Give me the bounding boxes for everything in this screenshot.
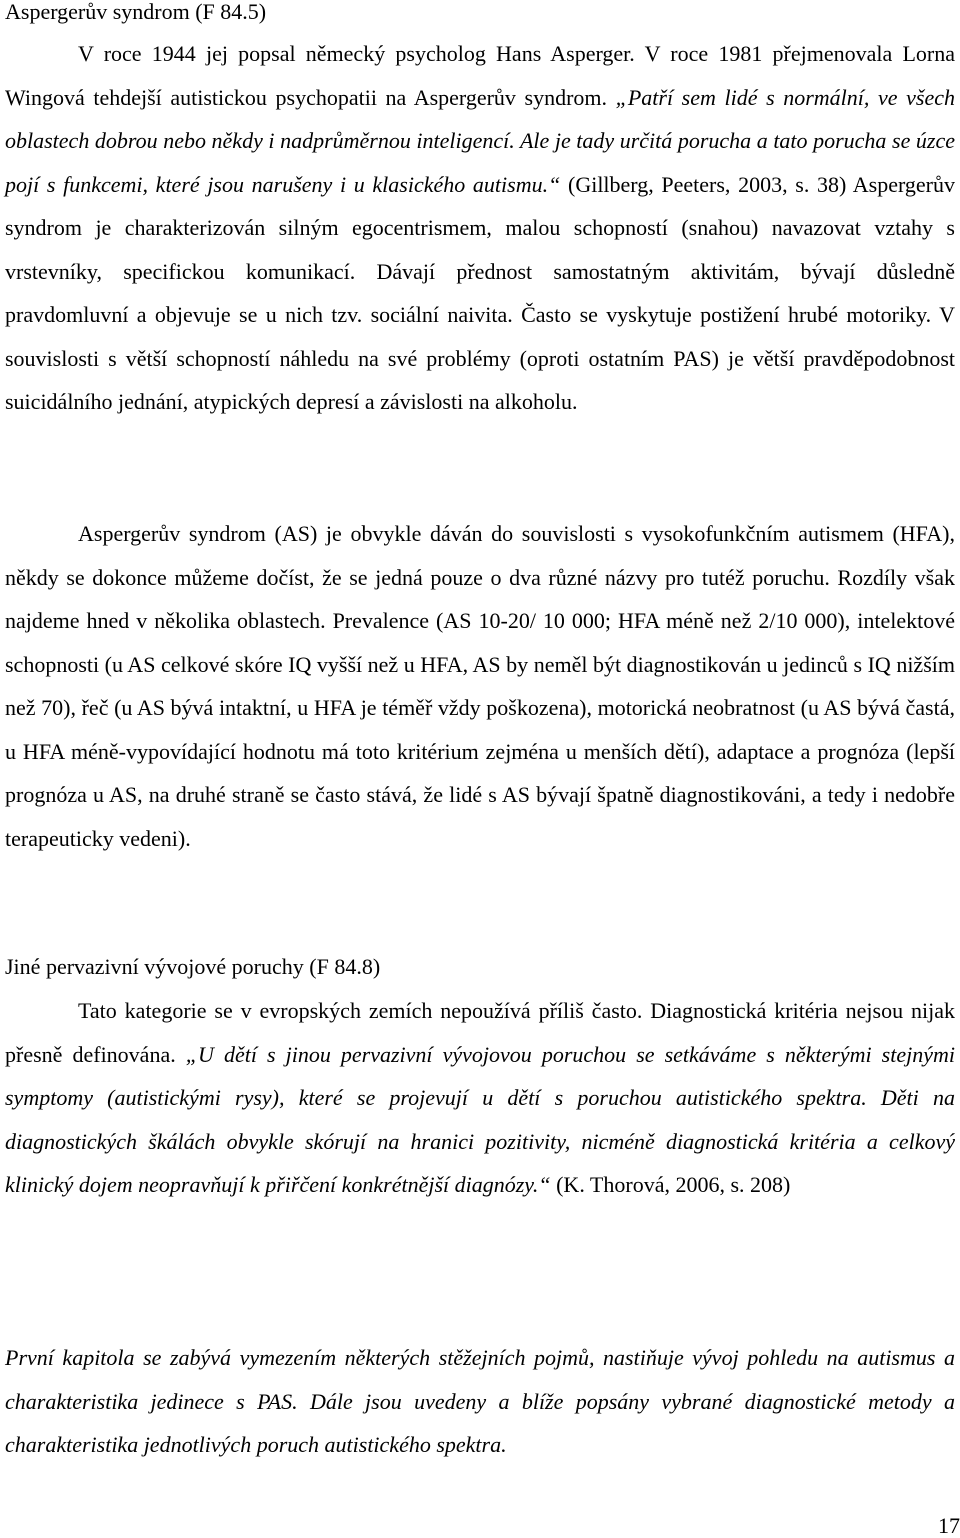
quote-gillberg: „Patří sem lidé s normální, ve všech oblastech dobrou nebo někdy i nadprůměrnou inteligencí. Ale je tady určitá porucha a tato porucha se úzce pojí s funkcemi, které jsou narušeny i u klasického autismu.“ bbox=[5, 84, 955, 197]
text-citation-thorova: (K. Thorová, 2006, s. 208) bbox=[550, 1172, 791, 1197]
quote-thorova: „U dětí s jinou pervazivní vývojovou poruchou se setkáváme s některými stejnými symptomy (autistickými rysy), které se projevují u dětí s poruchou autistického spektra. Děti na diagnostických škálách obvykle skórují na hranici pozitivity, nicméně diagnostická kritéria a celkový klinický dojem neopravňují k přiřčení konkrétnější diagnózy.“ bbox=[5, 1041, 955, 1197]
page-number: 17 bbox=[938, 1513, 960, 1538]
paragraph-chapter-summary: První kapitola se zabývá vymezením některých stěžejních pojmů, nastiňuje vývoj pohledu na autismus a charakteristika jedinece s PAS. Dále jsou uvedeny a blíže popsány vybrané diagnostické metody a charakteristika jednotlivých poruch autistického spektra. bbox=[5, 1345, 955, 1457]
text-category-intro: Tato kategorie se v evropských zemích nepoužívá příliš často. Diagnostická kritéria nejsou nijak přesně definována. bbox=[5, 998, 955, 1067]
paragraph-other-pdd bbox=[5, 989, 955, 1207]
text-history: V roce 1944 jej popsal německý psycholog Hans Asperger. V roce 1981 přejmenovala Lorna Wingová tehdejší autistickou psychopatii na Aspergerův syndrom. bbox=[5, 41, 955, 110]
text-citation-and-characteristics: (Gillberg, Peeters, 2003, s. 38) Aspergerův syndrom je charakterizován silným egocentrismem, malou schopností (snahou) navazovat vztahy s vrstevníky, specifickou komunikací. Dávají přednost samostatným aktivitám, bývají důsledně pravdomluvní a objevuje se u nich tzv. sociální naivita. Často se vyskytuje postižení hrubé motoriky. V souvislosti s větší schopností náhledu na své problémy (oproti ostatním PAS) je větší pravděpodobnost suicidálního jednání, atypických depresí a závislosti na alkoholu. bbox=[5, 171, 955, 414]
section-heading-asperger: Aspergerův syndrom (F 84.5) bbox=[5, 0, 267, 24]
paragraph-as-vs-hfa: Aspergerův syndrom (AS) je obvykle dáván do souvislosti s vysokofunkčním autismem (HFA), někdy se dokonce můžeme dočíst, že se jedná pouze o dva různé názvy pro tutéž poruchu. Rozdíly však najdeme hned v několika oblastech. Prevalence (AS 10-20/ 10 000; HFA méně než 2/10 000), intelektové schopnosti (u AS celkové skóre IQ vyšší než u HFA, AS by neměl být diagnostikován u jedinců s IQ nižším než 70), řeč (u AS bývá intaktní, u HFA je téměř vždy poškozena), motorická neobratnost (u AS bývá častá, u HFA méně-vypovídající hodnotu má toto kritérium zejména u menších dětí), adaptace a prognóza (lepší prognóza u AS, na druhé straně se často stává, že lidé s AS bývají špatně diagnostikováni, a tedy i nedobře terapeuticky vedeni). bbox=[5, 521, 955, 851]
paragraph-asperger-intro bbox=[5, 32, 955, 424]
section-heading-other-pdd: Jiné pervazivní vývojové poruchy (F 84.8) bbox=[5, 954, 381, 979]
